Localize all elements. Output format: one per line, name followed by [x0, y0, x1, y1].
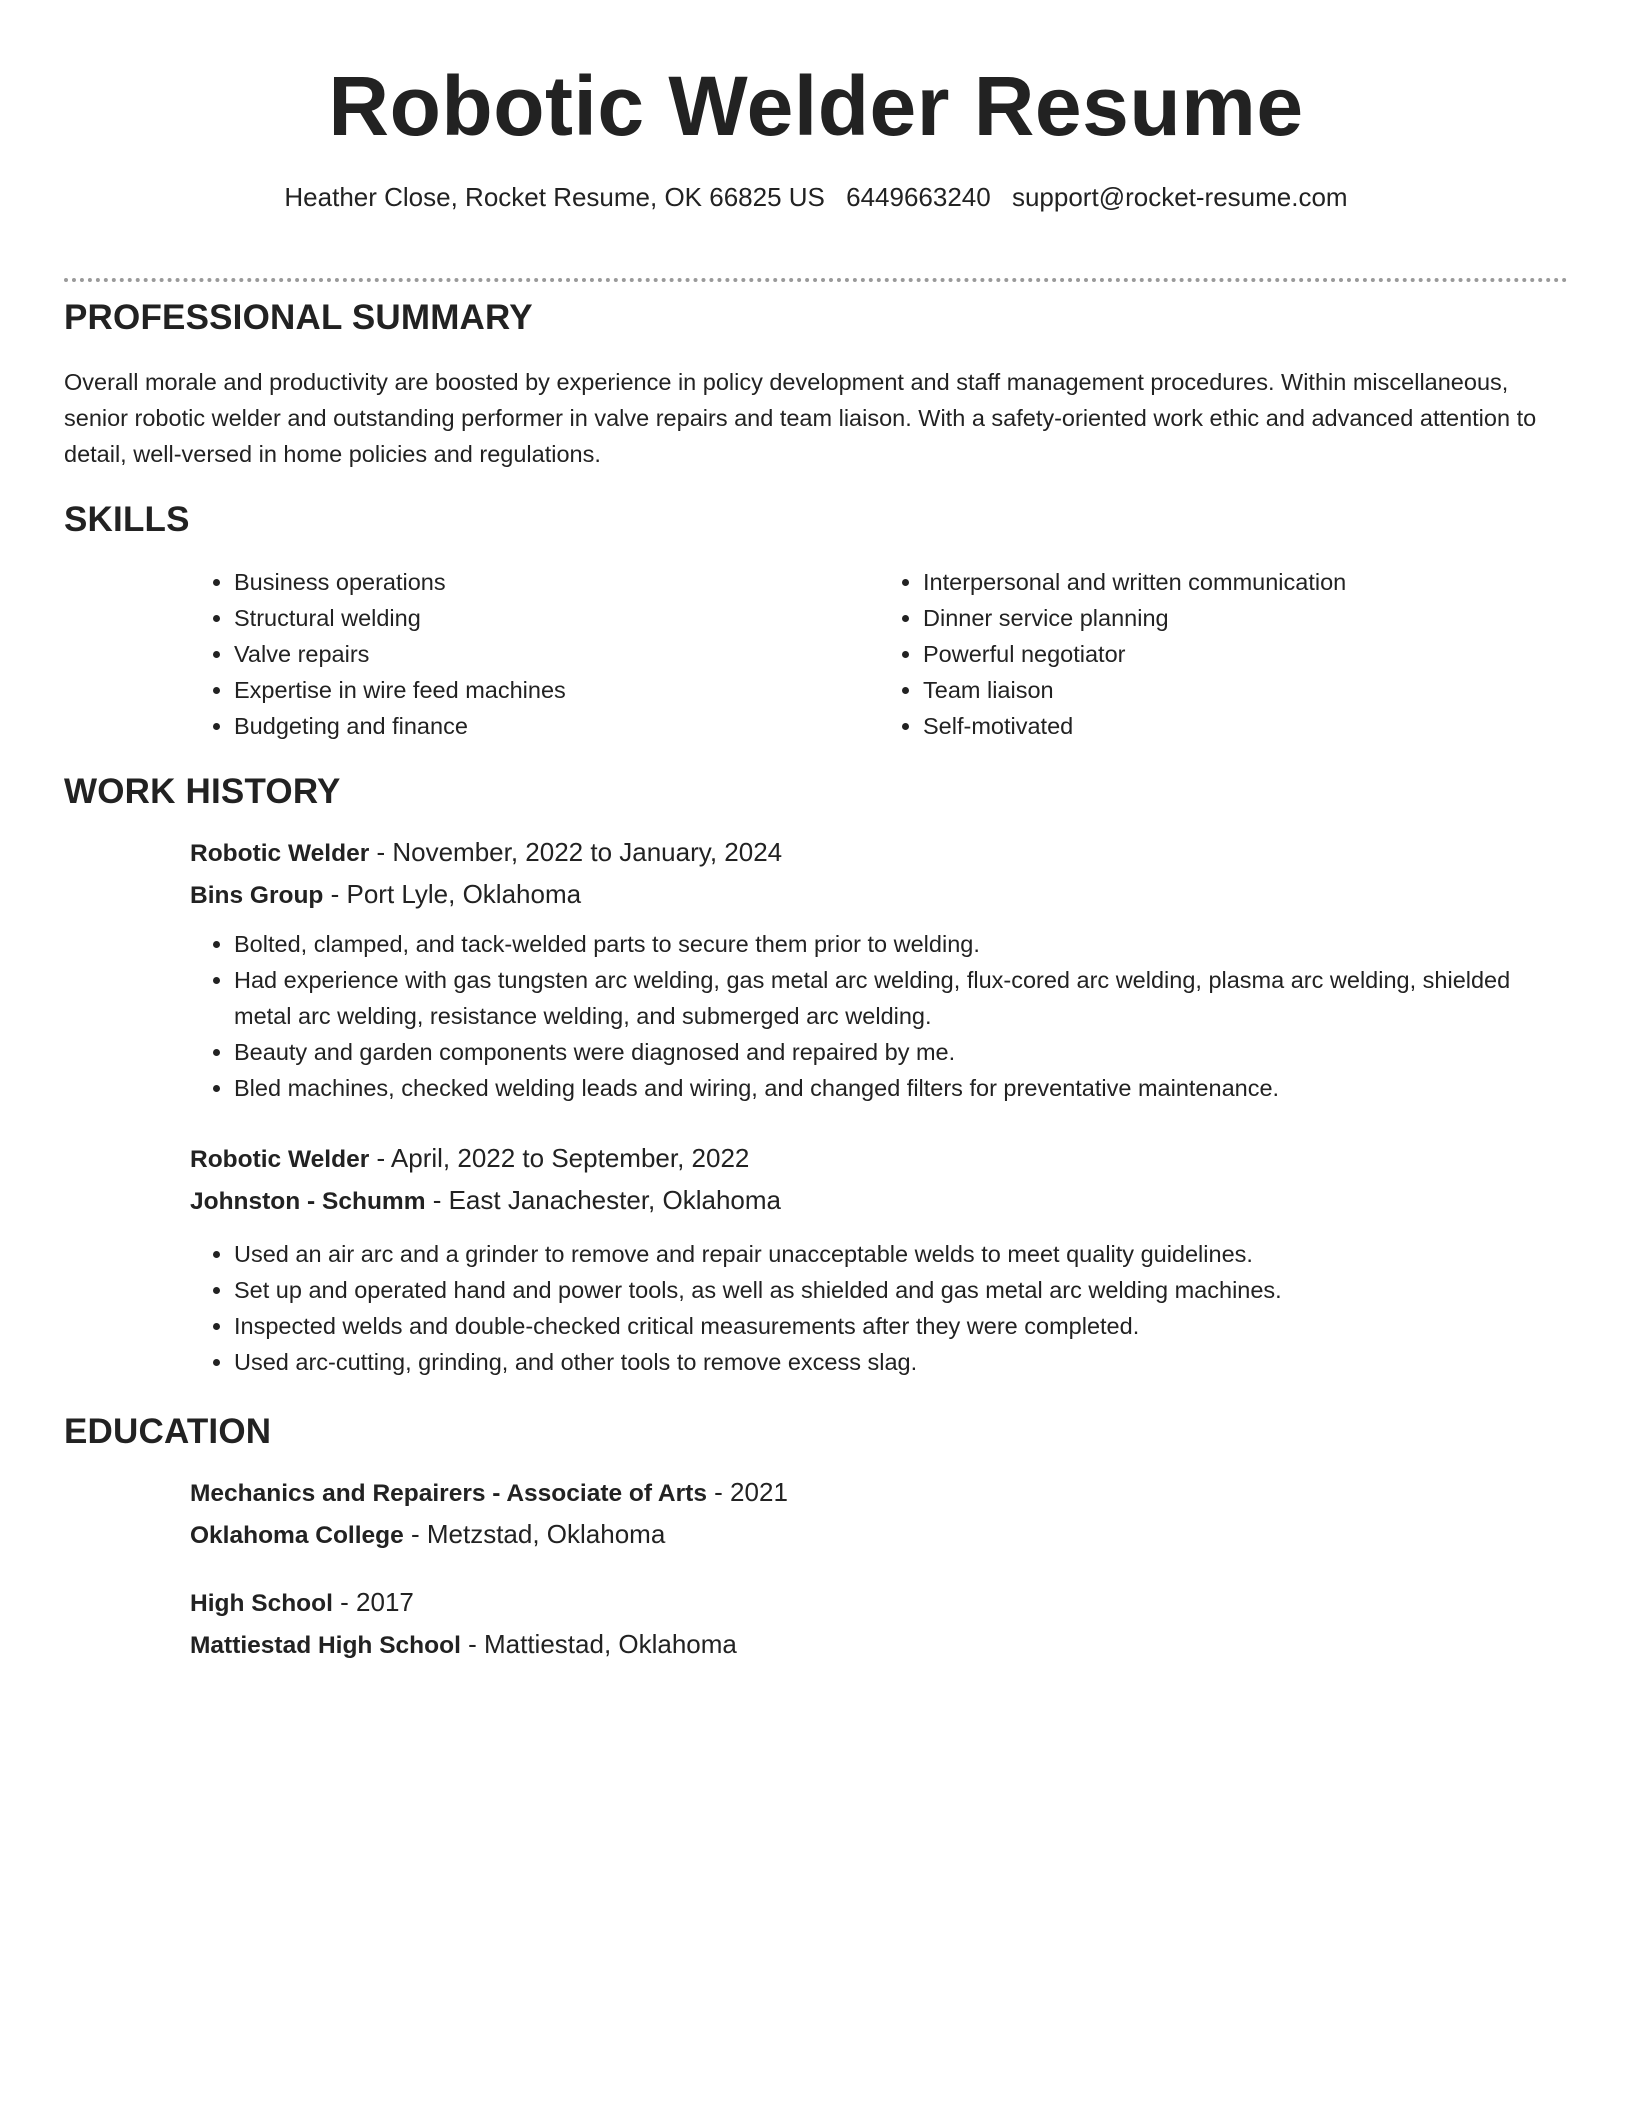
skills-heading: SKILLS — [64, 500, 190, 539]
job-location: - Port Lyle, Oklahoma — [323, 879, 582, 909]
education-school-line — [190, 1514, 1568, 1556]
education-degree: High School — [190, 1590, 333, 1617]
skill-item: • Team liaison — [923, 672, 1568, 708]
job-bullet: • Bled machines, checked welding leads and wiring, and changed filters for preventative maintenance. — [234, 1070, 1568, 1106]
job-dates: - November, 2022 to January, 2024 — [369, 837, 783, 867]
contact-phone: 6449663240 — [846, 182, 991, 212]
job-company-line — [190, 874, 1568, 916]
skill-item: • Expertise in wire feed machines — [234, 672, 879, 708]
contact-line — [0, 180, 1632, 214]
job-bullet: • Bolted, clamped, and tack-welded parts to secure them prior to welding. — [234, 926, 1568, 962]
contact-email: support@rocket-resume.com — [1011, 182, 1348, 212]
skill-item: • Budgeting and finance — [234, 708, 879, 744]
skill-item: • Self-motivated — [923, 708, 1568, 744]
job-title-line — [190, 1138, 1568, 1180]
job-entry — [64, 1138, 1568, 1380]
skill-item: • Powerful negotiator — [923, 636, 1568, 672]
job-title: Robotic Welder — [190, 840, 370, 867]
job-bullets — [190, 1236, 1568, 1380]
job-bullet: • Had experience with gas tungsten arc welding, gas metal arc welding, flux-cored arc welding, plasma arc welding, shielded metal arc welding, resistance welding, and submerged arc welding. — [234, 962, 1568, 1034]
skill-item: • Valve repairs — [234, 636, 879, 672]
job-title: Robotic Welder — [190, 1146, 370, 1173]
job-company: Bins Group — [190, 882, 324, 909]
skills-list-right — [879, 564, 1568, 744]
education-school: Oklahoma College — [190, 1522, 404, 1549]
education-entry — [64, 1582, 1568, 1666]
skill-item: • Interpersonal and written communication — [923, 564, 1568, 600]
education-school: Mattiestad High School — [190, 1632, 461, 1659]
contact-address: Heather Close, Rocket Resume, OK 66825 US — [284, 182, 825, 212]
job-bullets — [190, 926, 1568, 1106]
education-degree: Mechanics and Repairers - Associate of Arts — [190, 1480, 707, 1507]
education-year: - 2021 — [706, 1477, 788, 1507]
education-entry — [64, 1472, 1568, 1556]
summary-section — [64, 364, 1568, 472]
skill-item: • Dinner service planning — [923, 600, 1568, 636]
summary-text: Overall morale and productivity are boosted by experience in policy development and staff management procedures. Within miscellaneous, senior robotic welder and outstanding performer in valve repairs and team liaison. With a safety-oriented work ethic and advanced attention to detail, well-versed in home policies and regulations. — [64, 369, 1537, 467]
education-year: - 2017 — [332, 1587, 414, 1617]
resume-title: Robotic Welder Resume — [328, 59, 1304, 153]
job-title-line — [190, 832, 1568, 874]
job-bullet: • Used an air arc and a grinder to remove and repair unacceptable welds to meet quality guidelines. — [234, 1236, 1568, 1272]
education-location: - Metzstad, Oklahoma — [403, 1519, 666, 1549]
skills-section — [64, 564, 1568, 744]
job-company: Johnston - Schumm — [190, 1188, 426, 1215]
work-heading: WORK HISTORY — [64, 772, 341, 811]
job-dates: - April, 2022 to September, 2022 — [369, 1143, 750, 1173]
education-degree-line — [190, 1582, 1568, 1624]
education-heading: EDUCATION — [64, 1412, 272, 1451]
skill-item: • Business operations — [234, 564, 879, 600]
job-entry — [64, 832, 1568, 1106]
summary-heading: PROFESSIONAL SUMMARY — [64, 298, 533, 337]
job-company-line — [190, 1180, 1568, 1222]
education-school-line — [190, 1624, 1568, 1666]
education-degree-line — [190, 1472, 1568, 1514]
job-bullet: • Set up and operated hand and power tools, as well as shielded and gas metal arc welding machines. — [234, 1272, 1568, 1308]
education-location: - Mattiestad, Oklahoma — [460, 1629, 737, 1659]
skill-item: • Structural welding — [234, 600, 879, 636]
job-bullet: • Used arc-cutting, grinding, and other tools to remove excess slag. — [234, 1344, 1568, 1380]
job-bullet: • Inspected welds and double-checked critical measurements after they were completed. — [234, 1308, 1568, 1344]
job-location: - East Janachester, Oklahoma — [425, 1185, 781, 1215]
header-divider — [64, 278, 1568, 282]
skills-list-left — [190, 564, 879, 744]
job-bullet: • Beauty and garden components were diagnosed and repaired by me. — [234, 1034, 1568, 1070]
skills-columns — [190, 564, 1568, 744]
